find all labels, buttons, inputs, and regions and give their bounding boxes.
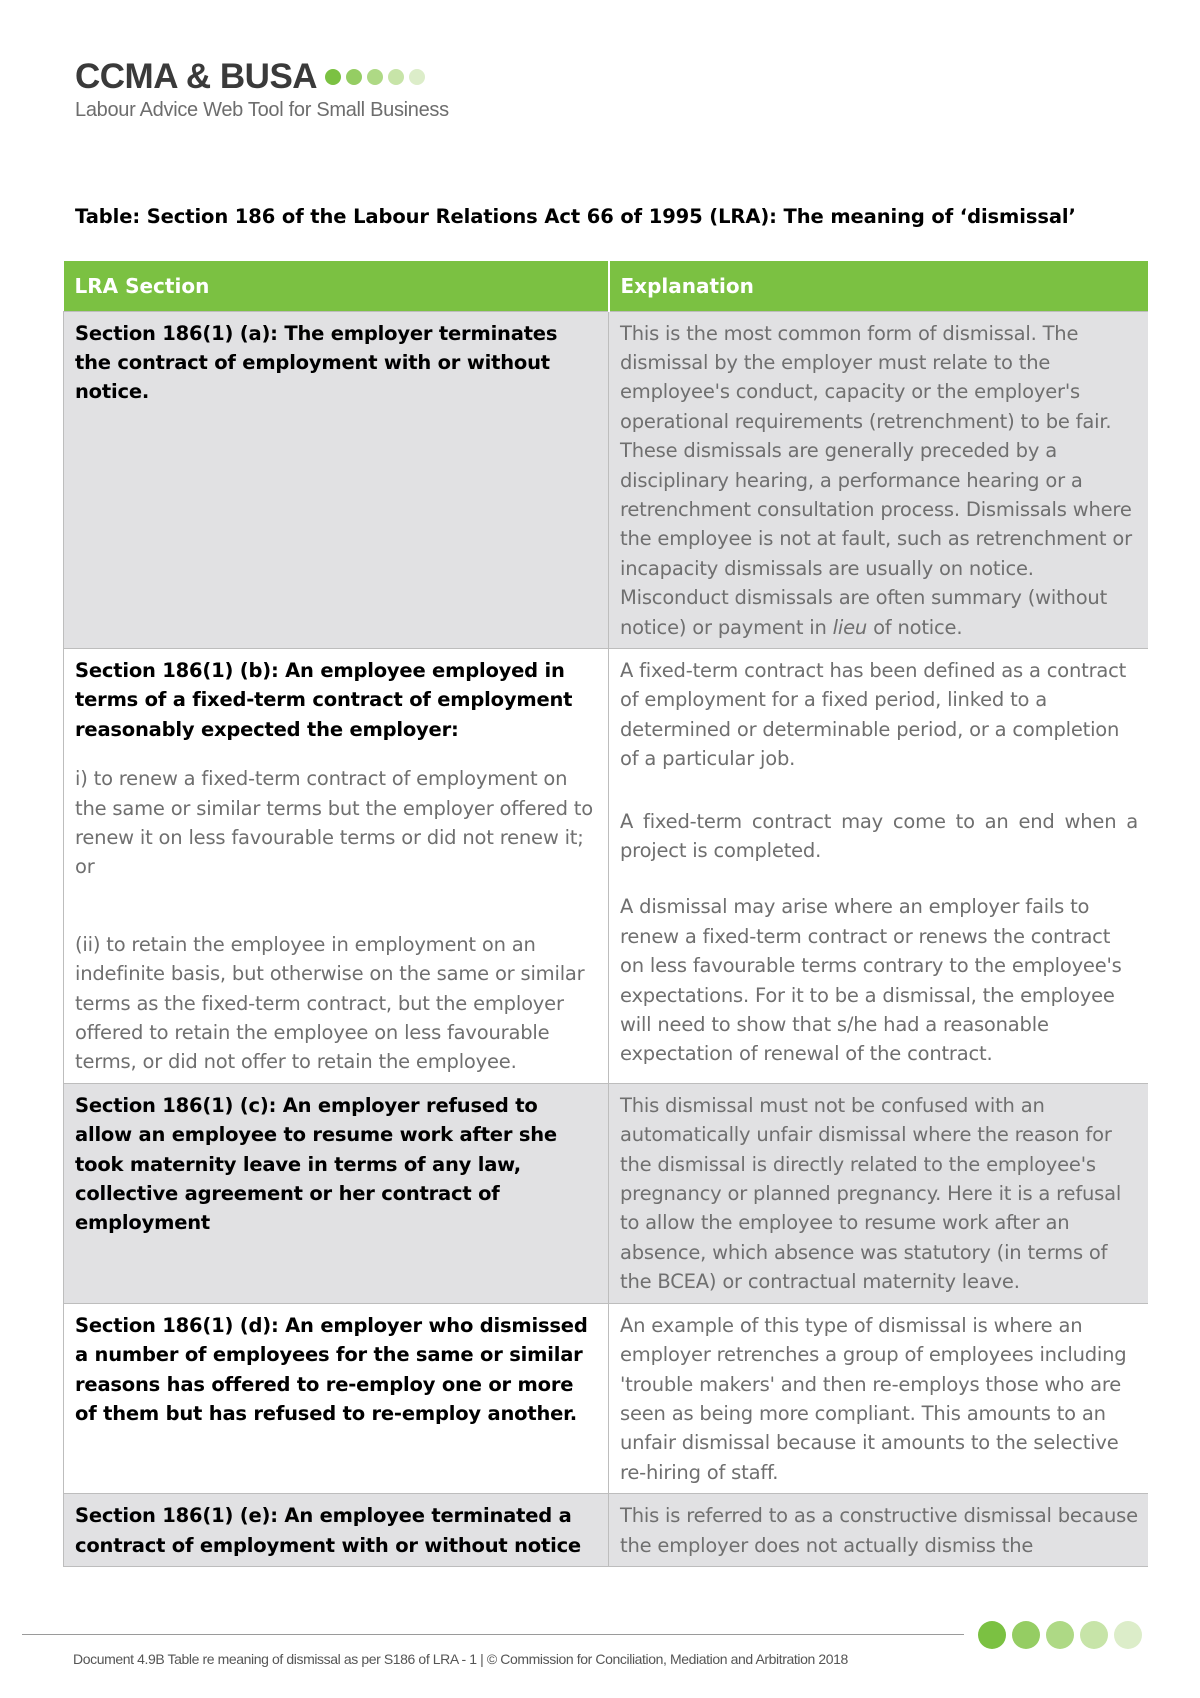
footer-dots-icon [978, 1621, 1142, 1649]
section-heading: Section 186(1) (b): An employee employed in terms of a fixed-term contract of employment reasonably expected the employer: [75, 658, 573, 741]
document-title: Table: Section 186 of the Labour Relations Act 66 of 1995 (LRA): The meaning of ‘dismissal’ [75, 205, 1076, 228]
table-row [64, 1083, 1149, 1303]
logo-title: CCMA & BUSA [75, 57, 318, 96]
explanation-cell [609, 311, 1149, 648]
footer-dot [1012, 1621, 1040, 1649]
table-row [64, 311, 1149, 648]
section-cell: Section 186(1) (a): The employer terminates the contract of employment with or without notice. [64, 311, 609, 648]
explanation-cell: An example of this type of dismissal is where an employer retrenches a group of employees including 'trouble makers' and then re-employs those who are seen as being more compliant. This amounts to an unfair dismissal because it amounts to the selective re-hiring of staff. [609, 1303, 1149, 1493]
footer-dot [1114, 1621, 1142, 1649]
dismissal-table [63, 261, 1148, 1567]
table-row [64, 1494, 1149, 1567]
logo-wordmark [75, 57, 449, 97]
explanation-paragraph: A fixed-term contract has been defined as a contract of employment for a fixed period, linked to a determined or determinable period, or a completion of a particular job. [620, 658, 1127, 771]
logo-dot [346, 69, 362, 85]
section-cell: Section 186(1) (e): An employee terminated a contract of employment with or without notice [64, 1494, 609, 1567]
explanation-cell: This dismissal must not be confused with an automatically unfair dismissal where the reason for the dismissal is directly related to the employee's pregnancy or planned pregnancy. Here it is a refusal to allow the employee to resume work after an absence, which absence was statutory (in terms of the BCEA) or contractual maternity leave. [609, 1083, 1149, 1303]
logo-dot [325, 69, 341, 85]
explanation-text: of notice. [867, 615, 963, 639]
explanation-cell [609, 648, 1149, 1083]
logo-subtitle: Labour Advice Web Tool for Small Business [75, 99, 449, 121]
header-explanation: Explanation [609, 261, 1149, 311]
explanation-paragraph: A dismissal may arise where an employer fails to renew a fixed-term contract or renews the contract on less favourable terms contrary to the employee's expectations. For it to be a dismissal, the employee will need to show that s/he had a reasonable expectation of renewal of the contract. [620, 895, 1122, 1066]
section-subclause: (ii) to retain the employee in employment on an indefinite basis, but otherwise on the same or similar terms as the fixed-term contract, but the employer offered to retain the employee on less favourable terms, or did not offer to retain the employee. [75, 932, 585, 1074]
logo-dot [388, 69, 404, 85]
logo-dot [409, 69, 425, 85]
table-header-row [64, 261, 1149, 311]
dismissal-table-container [63, 261, 1148, 1588]
explanation-text: This is the most common form of dismissal. The dismissal by the employer must relate to the employee's conduct, capacity or the employer's operational requirements (retrenchment) to be fair. These dismissals are generally preceded by a disciplinary hearing, a performance hearing or a retrenchment consultation process. Dismissals where the employee is not at fault, such as retrenchment or incapacity dismissals are usually on notice. Misconduct dismissals are often summary (without notice) or payment in [620, 321, 1132, 639]
table-row [64, 648, 1149, 1083]
footer-divider [22, 1634, 964, 1635]
footer-dot [1046, 1621, 1074, 1649]
section-cell: Section 186(1) (c): An employer refused to allow an employee to resume work after she took maternity leave in terms of any law, collective agreement or her contract of employment [64, 1083, 609, 1303]
explanation-cell: This is referred to as a constructive dismissal because the employer does not actually dismiss the [609, 1494, 1149, 1567]
section-cell [64, 648, 609, 1083]
section-cell: Section 186(1) (d): An employer who dismissed a number of employees for the same or similar reasons has offered to re-employ one or more of them but has refused to re-employ another. [64, 1303, 609, 1493]
footer-text: Document 4.9B Table re meaning of dismissal as per S186 of LRA - 1 | © Commission for Conciliation, Mediation and Arbitration 2018 [73, 1651, 848, 1667]
footer-dot [1080, 1621, 1108, 1649]
section-subclause: i) to renew a fixed-term contract of employment on the same or similar terms but the employer offered to renew it on less favourable terms or did not renew it; or [75, 767, 593, 879]
header-lra-section: LRA Section [64, 261, 609, 311]
ccma-busa-logo [75, 57, 449, 122]
logo-dot [367, 69, 383, 85]
explanation-paragraph: A fixed-term contract may come to an end when a project is completed. [620, 809, 1138, 862]
table-row [64, 1303, 1149, 1493]
logo-dots-icon [325, 69, 425, 85]
explanation-italic: lieu [832, 615, 868, 639]
footer-dot [978, 1621, 1006, 1649]
